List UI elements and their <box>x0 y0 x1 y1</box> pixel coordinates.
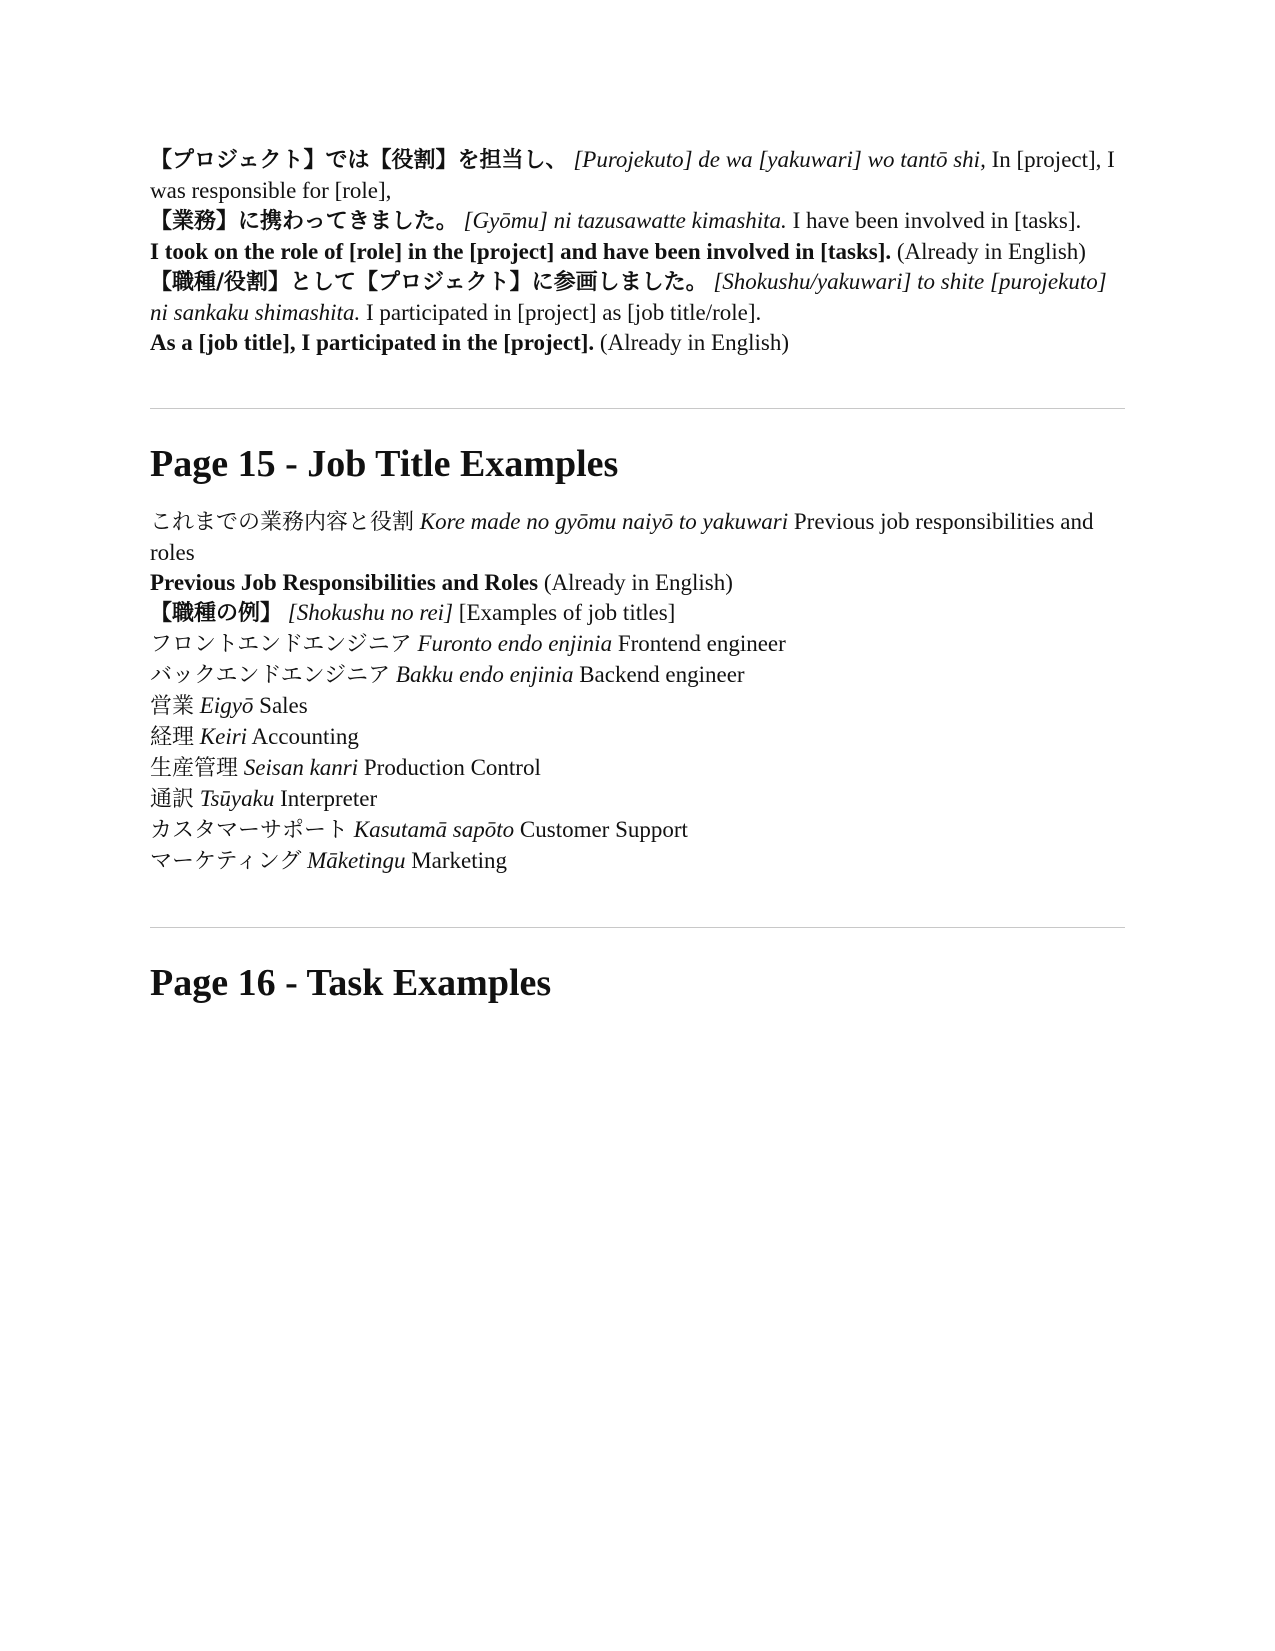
list-item <box>150 846 1125 877</box>
phrase-project-role <box>150 145 1125 206</box>
romaji-text: [Shokushu/yakuwari] to shite [purojekuto] ni sankaku shimashita. <box>150 269 1107 325</box>
japanese-text: 通訳 <box>150 787 195 812</box>
english-bold-text: I took on the role of [role] in the [project] and have been involved in [tasks]. <box>150 239 892 264</box>
romaji-text: Seisan kanri <box>243 755 359 780</box>
japanese-text: カスタマーサポート <box>150 818 349 843</box>
english-bold-text: As a [job title], I participated in the [project]. <box>150 330 595 355</box>
english-text: Sales <box>259 693 308 718</box>
examples-label <box>150 598 1125 629</box>
already-english-note: (Already in English) <box>896 239 1086 264</box>
japanese-text: これまでの業務内容と役割 <box>150 510 415 535</box>
english-text: Previous job responsibilities and roles <box>150 509 1094 565</box>
job-title-list <box>150 629 1125 877</box>
english-bold-text: Previous Job Responsibilities and Roles <box>150 570 539 595</box>
english-text: Accounting <box>251 724 359 749</box>
romaji-text: [Purojekuto] de wa [yakuwari] wo tantō shi, <box>573 147 986 172</box>
english-phrase-role-tasks <box>150 237 1125 267</box>
list-item <box>150 753 1125 784</box>
document-page <box>150 145 1125 1006</box>
romaji-text: Bakku endo enjinia <box>395 662 574 687</box>
list-item <box>150 691 1125 722</box>
english-text: Backend engineer <box>579 662 745 687</box>
romaji-text: Tsūyaku <box>199 786 275 811</box>
japanese-text: マーケティング <box>150 849 302 874</box>
romaji-text: Furonto endo enjinia <box>417 631 613 656</box>
romaji-text: Keiri <box>199 724 248 749</box>
section-divider <box>150 408 1125 409</box>
list-item <box>150 722 1125 753</box>
phrase-tasks <box>150 206 1125 237</box>
english-phrase-job-title <box>150 328 1125 358</box>
japanese-text: 【職種の例】 <box>150 601 283 626</box>
phrase-job-title-project <box>150 267 1125 328</box>
section-title-page-15: Page 15 - Job Title Examples <box>150 443 619 485</box>
english-text: [Examples of job titles] <box>458 600 676 625</box>
romaji-text: [Gyōmu] ni tazusawatte kimashita. <box>463 208 787 233</box>
list-item <box>150 629 1125 660</box>
already-english-note: (Already in English) <box>543 570 733 595</box>
japanese-text: 【業務】に携わってきました。 <box>150 209 458 234</box>
japanese-text: 【職種/役割】として【プロジェクト】に参画しました。 <box>150 270 708 295</box>
section-title-page-16: Page 16 - Task Examples <box>150 962 552 1004</box>
list-item <box>150 815 1125 846</box>
heading-entry <box>150 507 1125 568</box>
list-item <box>150 660 1125 691</box>
romaji-text: Eigyō <box>199 693 254 718</box>
heading-english <box>150 568 1125 598</box>
english-text: Customer Support <box>519 817 688 842</box>
japanese-text: 生産管理 <box>150 756 239 781</box>
english-text: Frontend engineer <box>617 631 786 656</box>
romaji-text: Māketingu <box>307 848 406 873</box>
romaji-text: Kore made no gyōmu naiyō to yakuwari <box>419 509 789 534</box>
english-text: In [project], I was responsible for [role], <box>150 147 1115 203</box>
romaji-text: Kasutamā sapōto <box>353 817 515 842</box>
english-text: I have been involved in [tasks]. <box>792 208 1082 233</box>
section-divider <box>150 927 1125 928</box>
already-english-note: (Already in English) <box>599 330 789 355</box>
japanese-text: 【プロジェクト】では【役割】を担当し、 <box>150 148 568 173</box>
english-text: Production Control <box>363 755 541 780</box>
list-item <box>150 784 1125 815</box>
english-text: Marketing <box>411 848 508 873</box>
romaji-text: [Shokushu no rei] <box>287 600 454 625</box>
japanese-text: バックエンドエンジニア <box>150 663 391 688</box>
english-text: Interpreter <box>280 786 378 811</box>
japanese-text: 経理 <box>150 725 195 750</box>
english-text: I participated in [project] as [job title/role]. <box>365 300 762 325</box>
japanese-text: 営業 <box>150 694 195 719</box>
japanese-text: フロントエンドエンジニア <box>150 632 412 657</box>
